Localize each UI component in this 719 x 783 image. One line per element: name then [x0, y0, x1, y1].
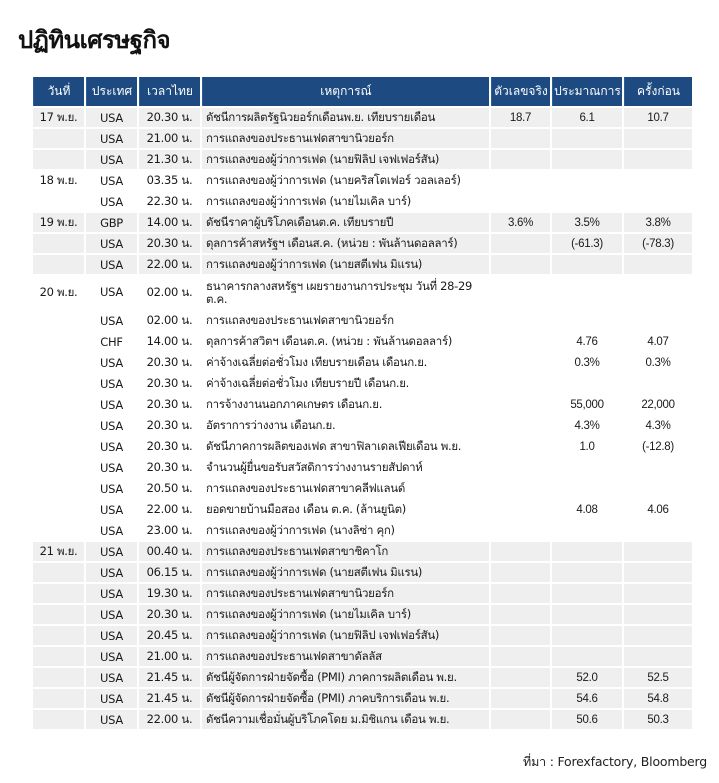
country-cell: USA	[86, 171, 137, 190]
date-cell: 18 พ.ย.	[33, 171, 84, 190]
forecast-cell	[552, 584, 622, 603]
date-cell	[33, 479, 84, 498]
page-title: ปฏิทินเศรษฐกิจ	[18, 26, 171, 54]
previous-cell: 22,000	[624, 395, 692, 414]
event-cell: จำนวนผู้ยื่นขอรับสวัสดิการว่างงานรายสัปดาห์	[202, 458, 489, 477]
country-cell: USA	[86, 395, 137, 414]
time-cell: 20.30 น.	[139, 416, 200, 435]
date-cell	[33, 234, 84, 253]
previous-cell: 10.7	[624, 108, 692, 127]
date-cell	[33, 437, 84, 456]
forecast-cell	[552, 479, 622, 498]
table-row	[33, 332, 692, 351]
country-cell: USA	[86, 584, 137, 603]
country-cell: USA	[86, 668, 137, 687]
actual-cell	[491, 584, 550, 603]
date-cell: 20 พ.ย.	[33, 276, 84, 309]
date-cell	[33, 374, 84, 393]
table-row	[33, 171, 692, 190]
previous-cell	[624, 479, 692, 498]
time-cell: 20.30 น.	[139, 605, 200, 624]
time-cell: 14.00 น.	[139, 213, 200, 232]
table-row	[33, 605, 692, 624]
time-cell: 21.45 น.	[139, 689, 200, 708]
country-cell: USA	[86, 710, 137, 729]
previous-cell	[624, 171, 692, 190]
date-cell	[33, 150, 84, 169]
time-cell: 03.35 น.	[139, 171, 200, 190]
actual-cell	[491, 668, 550, 687]
forecast-cell	[552, 171, 622, 190]
event-cell: ดัชนีผู้จัดการฝ่ายจัดซื้อ (PMI) ภาคบริการเดือน พ.ย.	[202, 689, 489, 708]
country-cell: USA	[86, 150, 137, 169]
forecast-cell	[552, 374, 622, 393]
previous-cell: 4.06	[624, 500, 692, 519]
time-cell: 21.00 น.	[139, 129, 200, 148]
event-cell: การแถลงของผู้ว่าการเฟด (นางลิซ่า คุก)	[202, 521, 489, 540]
country-cell: USA	[86, 129, 137, 148]
previous-cell	[624, 311, 692, 330]
table-row	[33, 213, 692, 232]
time-cell: 22.00 น.	[139, 255, 200, 274]
table-row	[33, 668, 692, 687]
event-cell: ดัชนีการผลิตรัฐนิวยอร์กเดือนพ.ย. เทียบรายเดือน	[202, 108, 489, 127]
actual-cell	[491, 311, 550, 330]
previous-cell	[624, 521, 692, 540]
forecast-cell	[552, 626, 622, 645]
time-cell: 20.30 น.	[139, 108, 200, 127]
table-row	[33, 563, 692, 582]
actual-cell	[491, 710, 550, 729]
country-cell: USA	[86, 192, 137, 211]
date-cell: 21 พ.ย.	[33, 542, 84, 561]
forecast-cell: 52.0	[552, 668, 622, 687]
table-row	[33, 108, 692, 127]
country-cell: USA	[86, 416, 137, 435]
table-row	[33, 395, 692, 414]
table-row	[33, 129, 692, 148]
previous-cell: (-12.8)	[624, 437, 692, 456]
country-cell: USA	[86, 563, 137, 582]
actual-cell	[491, 479, 550, 498]
table-row	[33, 311, 692, 330]
date-cell	[33, 192, 84, 211]
table-row	[33, 500, 692, 519]
actual-cell	[491, 521, 550, 540]
actual-cell	[491, 416, 550, 435]
time-cell: 20.30 น.	[139, 395, 200, 414]
forecast-cell	[552, 563, 622, 582]
forecast-cell	[552, 129, 622, 148]
event-cell: ดุลการค้าสวิตฯ เดือนต.ค. (หน่วย : พันล้านดอลลาร์)	[202, 332, 489, 351]
event-cell: ยอดขายบ้านมือสอง เดือน ต.ค. (ล้านยูนิต)	[202, 500, 489, 519]
previous-cell	[624, 458, 692, 477]
time-cell: 22.30 น.	[139, 192, 200, 211]
previous-cell	[624, 150, 692, 169]
country-cell: CHF	[86, 332, 137, 351]
table-row	[33, 689, 692, 708]
country-cell: USA	[86, 234, 137, 253]
actual-cell	[491, 689, 550, 708]
previous-cell: 4.07	[624, 332, 692, 351]
table-row	[33, 255, 692, 274]
forecast-cell: 4.08	[552, 500, 622, 519]
time-cell: 21.45 น.	[139, 668, 200, 687]
previous-cell: 50.3	[624, 710, 692, 729]
event-cell: ค่าจ้างเฉลี่ยต่อชั่วโมง เทียบรายปี เดือนก.ย.	[202, 374, 489, 393]
forecast-cell: 54.6	[552, 689, 622, 708]
actual-cell	[491, 129, 550, 148]
actual-cell	[491, 437, 550, 456]
date-cell	[33, 584, 84, 603]
event-cell: ดัชนีความเชื่อมั่นผู้บริโภคโดย ม.มิชิแกน เดือน พ.ย.	[202, 710, 489, 729]
time-cell: 20.45 น.	[139, 626, 200, 645]
event-cell: การจ้างงานนอกภาคเกษตร เดือนก.ย.	[202, 395, 489, 414]
country-cell: USA	[86, 542, 137, 561]
table-row	[33, 458, 692, 477]
actual-cell	[491, 255, 550, 274]
previous-cell	[624, 129, 692, 148]
event-cell: การแถลงของประธานเฟดสาขานิวยอร์ก	[202, 129, 489, 148]
table-row	[33, 192, 692, 211]
table-row	[33, 374, 692, 393]
country-cell: GBP	[86, 213, 137, 232]
column-header-date: วันที่	[33, 77, 84, 106]
country-cell: USA	[86, 647, 137, 666]
forecast-cell: 1.0	[552, 437, 622, 456]
actual-cell	[491, 332, 550, 351]
date-cell	[33, 710, 84, 729]
date-cell	[33, 416, 84, 435]
date-cell	[33, 626, 84, 645]
forecast-cell: 4.76	[552, 332, 622, 351]
event-cell: การแถลงของผู้ว่าการเฟด (นายไมเคิล บาร์)	[202, 192, 489, 211]
time-cell: 20.30 น.	[139, 234, 200, 253]
previous-cell	[624, 605, 692, 624]
column-header-time: เวลาไทย	[139, 77, 200, 106]
actual-cell: 3.6%	[491, 213, 550, 232]
date-cell	[33, 395, 84, 414]
table-row	[33, 437, 692, 456]
actual-cell	[491, 500, 550, 519]
table-row	[33, 521, 692, 540]
table-header-row	[33, 77, 692, 106]
date-cell	[33, 311, 84, 330]
table-row	[33, 584, 692, 603]
date-cell	[33, 500, 84, 519]
time-cell: 14.00 น.	[139, 332, 200, 351]
previous-cell	[624, 276, 692, 309]
actual-cell	[491, 395, 550, 414]
forecast-cell	[552, 192, 622, 211]
country-cell: USA	[86, 479, 137, 498]
time-cell: 20.30 น.	[139, 374, 200, 393]
actual-cell	[491, 171, 550, 190]
date-cell	[33, 668, 84, 687]
time-cell: 21.00 น.	[139, 647, 200, 666]
time-cell: 20.50 น.	[139, 479, 200, 498]
forecast-cell	[552, 647, 622, 666]
forecast-cell: (-61.3)	[552, 234, 622, 253]
table-row	[33, 276, 692, 309]
previous-cell	[624, 584, 692, 603]
event-cell: การแถลงของผู้ว่าการเฟด (นายสตีเฟน มิแรน)	[202, 563, 489, 582]
column-header-actual: ตัวเลขจริง	[491, 77, 550, 106]
date-cell	[33, 647, 84, 666]
actual-cell	[491, 150, 550, 169]
event-cell: การแถลงของผู้ว่าการเฟด (นายคริสโตเฟอร์ วอลเลอร์)	[202, 171, 489, 190]
forecast-cell	[552, 542, 622, 561]
forecast-cell: 4.3%	[552, 416, 622, 435]
column-header-country: ประเทศ	[86, 77, 137, 106]
previous-cell: 0.3%	[624, 353, 692, 372]
country-cell: USA	[86, 689, 137, 708]
event-cell: การแถลงของประธานเฟดสาขานิวยอร์ก	[202, 584, 489, 603]
country-cell: USA	[86, 108, 137, 127]
event-cell: ธนาคารกลางสหรัฐฯ เผยรายงานการประชุม วันที่ 28-29 ต.ค.	[202, 276, 489, 309]
previous-cell: (-78.3)	[624, 234, 692, 253]
country-cell: USA	[86, 458, 137, 477]
table-row	[33, 150, 692, 169]
country-cell: USA	[86, 437, 137, 456]
column-header-previous: ครั้งก่อน	[624, 77, 692, 106]
country-cell: USA	[86, 311, 137, 330]
forecast-cell	[552, 605, 622, 624]
event-cell: การแถลงของผู้ว่าการเฟด (นายฟิลิป เจฟเฟอร์สัน)	[202, 626, 489, 645]
event-cell: ดัชนีผู้จัดการฝ่ายจัดซื้อ (PMI) ภาคการผลิตเดือน พ.ย.	[202, 668, 489, 687]
time-cell: 20.30 น.	[139, 437, 200, 456]
actual-cell	[491, 374, 550, 393]
table-row	[33, 416, 692, 435]
date-cell: 19 พ.ย.	[33, 213, 84, 232]
previous-cell	[624, 192, 692, 211]
event-cell: การแถลงของประธานเฟดสาขาชิคาโก	[202, 542, 489, 561]
event-cell: ดุลการค้าสหรัฐฯ เดือนส.ค. (หน่วย : พันล้านดอลลาร์)	[202, 234, 489, 253]
event-cell: ดัชนีภาคการผลิตของเฟด สาขาฟิลาเดลเฟียเดือน พ.ย.	[202, 437, 489, 456]
event-cell: ดัชนีราคาผู้บริโภคเดือนต.ค. เทียบรายปี	[202, 213, 489, 232]
previous-cell	[624, 626, 692, 645]
date-cell	[33, 458, 84, 477]
time-cell: 06.15 น.	[139, 563, 200, 582]
actual-cell	[491, 192, 550, 211]
forecast-cell: 50.6	[552, 710, 622, 729]
country-cell: USA	[86, 500, 137, 519]
time-cell: 00.40 น.	[139, 542, 200, 561]
time-cell: 22.00 น.	[139, 710, 200, 729]
actual-cell	[491, 626, 550, 645]
forecast-cell	[552, 276, 622, 309]
actual-cell	[491, 234, 550, 253]
event-cell: การแถลงของผู้ว่าการเฟด (นายไมเคิล บาร์)	[202, 605, 489, 624]
previous-cell: 4.3%	[624, 416, 692, 435]
event-cell: อัตราการว่างงาน เดือนก.ย.	[202, 416, 489, 435]
table-row	[33, 479, 692, 498]
forecast-cell: 0.3%	[552, 353, 622, 372]
date-cell	[33, 332, 84, 351]
event-cell: การแถลงของประธานเฟดสาขาคลีฟแลนด์	[202, 479, 489, 498]
time-cell: 02.00 น.	[139, 311, 200, 330]
previous-cell	[624, 374, 692, 393]
economic-calendar-table	[31, 75, 694, 731]
date-cell	[33, 563, 84, 582]
time-cell: 20.30 น.	[139, 458, 200, 477]
source-note: ที่มา : Forexfactory, Bloomberg	[523, 754, 707, 769]
table-row	[33, 353, 692, 372]
previous-cell: 54.8	[624, 689, 692, 708]
event-cell: ค่าจ้างเฉลี่ยต่อชั่วโมง เทียบรายเดือน เดือนก.ย.	[202, 353, 489, 372]
date-cell	[33, 353, 84, 372]
event-cell: การแถลงของประธานเฟดสาขานิวยอร์ก	[202, 311, 489, 330]
table-row	[33, 234, 692, 253]
column-header-event: เหตุการณ์	[202, 77, 489, 106]
forecast-cell	[552, 255, 622, 274]
forecast-cell: 55,000	[552, 395, 622, 414]
column-header-forecast: ประมาณการ	[552, 77, 622, 106]
country-cell: USA	[86, 626, 137, 645]
date-cell	[33, 129, 84, 148]
actual-cell	[491, 458, 550, 477]
country-cell: USA	[86, 605, 137, 624]
actual-cell	[491, 605, 550, 624]
event-cell: การแถลงของประธานเฟดสาขาดัลลัส	[202, 647, 489, 666]
previous-cell	[624, 563, 692, 582]
previous-cell: 52.5	[624, 668, 692, 687]
forecast-cell	[552, 521, 622, 540]
date-cell	[33, 521, 84, 540]
forecast-cell	[552, 458, 622, 477]
country-cell: USA	[86, 255, 137, 274]
forecast-cell	[552, 311, 622, 330]
forecast-cell: 6.1	[552, 108, 622, 127]
country-cell: USA	[86, 276, 137, 309]
actual-cell	[491, 542, 550, 561]
country-cell: USA	[86, 521, 137, 540]
event-cell: การแถลงของผู้ว่าการเฟด (นายฟิลิป เจฟเฟอร์สัน)	[202, 150, 489, 169]
table-row	[33, 647, 692, 666]
table-body	[33, 108, 692, 729]
time-cell: 23.00 น.	[139, 521, 200, 540]
table-row	[33, 710, 692, 729]
date-cell	[33, 605, 84, 624]
previous-cell	[624, 255, 692, 274]
previous-cell: 3.8%	[624, 213, 692, 232]
actual-cell	[491, 353, 550, 372]
country-cell: USA	[86, 374, 137, 393]
forecast-cell	[552, 150, 622, 169]
forecast-cell: 3.5%	[552, 213, 622, 232]
previous-cell	[624, 647, 692, 666]
table-row	[33, 542, 692, 561]
date-cell: 17 พ.ย.	[33, 108, 84, 127]
country-cell: USA	[86, 353, 137, 372]
date-cell	[33, 689, 84, 708]
time-cell: 21.30 น.	[139, 150, 200, 169]
event-cell: การแถลงของผู้ว่าการเฟด (นายสตีเฟน มิแรน)	[202, 255, 489, 274]
table-row	[33, 626, 692, 645]
date-cell	[33, 255, 84, 274]
actual-cell	[491, 647, 550, 666]
time-cell: 22.00 น.	[139, 500, 200, 519]
time-cell: 19.30 น.	[139, 584, 200, 603]
actual-cell	[491, 563, 550, 582]
time-cell: 20.30 น.	[139, 353, 200, 372]
time-cell: 02.00 น.	[139, 276, 200, 309]
actual-cell	[491, 276, 550, 309]
actual-cell: 18.7	[491, 108, 550, 127]
previous-cell	[624, 542, 692, 561]
